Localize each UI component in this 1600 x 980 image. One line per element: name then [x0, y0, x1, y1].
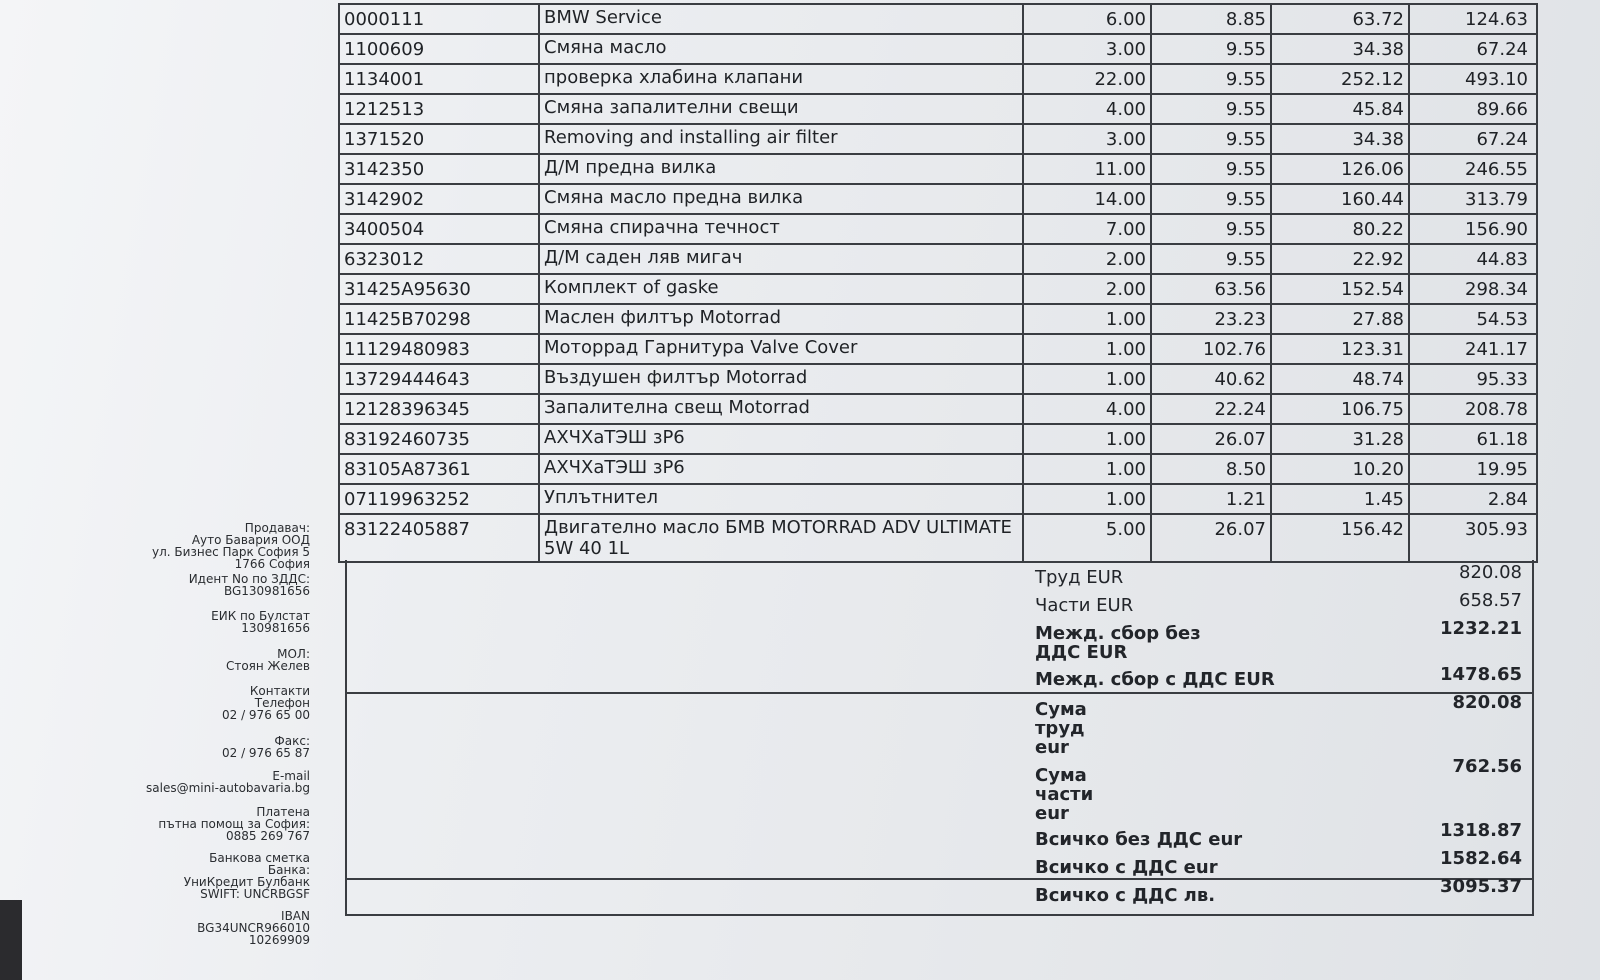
item-gross-amount: 61.18 — [1476, 429, 1528, 450]
item-net-amount: 106.75 — [1272, 395, 1410, 423]
item-net-amount: 10.20 — [1272, 455, 1410, 483]
table-row — [340, 3, 1536, 33]
seller-info — [50, 522, 310, 570]
swift-code: SWIFT: UNCRBGSF — [200, 887, 310, 901]
item-quantity: 4.00 — [1024, 395, 1152, 423]
item-code: 11129480983 — [340, 335, 540, 363]
bank-label: Банкова сметка — [209, 851, 310, 865]
sum-parts-label: Сума части eur — [1035, 765, 1094, 824]
item-gross-amount: 313.79 — [1465, 189, 1528, 210]
item-quantity: 1.00 — [1024, 305, 1152, 333]
bank-name-label: Банка: — [267, 863, 310, 877]
item-quantity: 1.00 — [1024, 485, 1152, 513]
table-row — [340, 213, 1536, 243]
item-code: 11425B70298 — [340, 305, 540, 333]
item-net-amount: 80.22 — [1272, 215, 1410, 243]
item-net-amount: 123.31 — [1272, 335, 1410, 363]
item-code: 1134001 — [340, 65, 540, 93]
item-unit-price: 26.07 — [1152, 425, 1272, 453]
item-quantity: 1.00 — [1024, 425, 1152, 453]
item-gross-amount: 298.34 — [1465, 279, 1528, 300]
table-row — [340, 393, 1536, 423]
item-gross-amount: 44.83 — [1476, 249, 1528, 270]
item-code: 12128396345 — [340, 395, 540, 423]
item-description: Моторрад Гарнитура Valve Cover — [540, 335, 1024, 363]
item-unit-price: 26.07 — [1152, 515, 1272, 561]
item-unit-price: 9.55 — [1152, 95, 1272, 123]
email-block — [50, 770, 310, 794]
item-description: Комплект of gaske — [540, 275, 1024, 303]
item-net-amount: 48.74 — [1272, 365, 1410, 393]
table-row — [340, 303, 1536, 333]
totals-divider-2 — [347, 878, 1532, 880]
item-code: 83105A87361 — [340, 455, 540, 483]
total-net-value: 1318.87 — [1440, 820, 1522, 841]
table-row — [340, 363, 1536, 393]
labor-label: Труд EUR — [1035, 567, 1124, 588]
item-code: 3400504 — [340, 215, 540, 243]
item-quantity: 7.00 — [1024, 215, 1152, 243]
item-description: Въздушен филтър Motorrad — [540, 365, 1024, 393]
eik-label: ЕИК по Булстат — [211, 609, 310, 623]
item-net-amount: 22.92 — [1272, 245, 1410, 273]
table-row — [340, 183, 1536, 213]
labor-value: 820.08 — [1459, 562, 1522, 583]
roadside-phone: 0885 269 767 — [226, 829, 310, 843]
table-row — [340, 273, 1536, 303]
item-description: Смяна спирачна течност — [540, 215, 1024, 243]
item-unit-price: 9.55 — [1152, 65, 1272, 93]
item-net-amount: 34.38 — [1272, 125, 1410, 153]
item-unit-price: 8.50 — [1152, 455, 1272, 483]
item-description: Смяна запалителни свещи — [540, 95, 1024, 123]
fee-gross-value: 1478.65 — [1440, 664, 1522, 685]
item-description: проверка хлабина клапани — [540, 65, 1024, 93]
roadside-label-1: Платена — [256, 805, 310, 819]
item-code: 3142902 — [340, 185, 540, 213]
item-unit-price: 40.62 — [1152, 365, 1272, 393]
fee-net-label: Межд. сбор без ДДС EUR — [1035, 623, 1201, 663]
item-quantity: 6.00 — [1024, 5, 1152, 33]
item-quantity: 22.00 — [1024, 65, 1152, 93]
item-description: Двигателно масло БМВ MOTORRAD ADV ULTIMATE 5W 40 1L — [540, 515, 1024, 561]
item-description: BMW Service — [540, 5, 1024, 33]
item-gross-amount: 54.53 — [1476, 309, 1528, 330]
phone-label: Телефон — [254, 696, 310, 710]
item-unit-price: 9.55 — [1152, 215, 1272, 243]
item-unit-price: 23.23 — [1152, 305, 1272, 333]
item-description: АХЧХаТЭШ зР6 — [540, 425, 1024, 453]
item-gross-amount: 156.90 — [1465, 219, 1528, 240]
contacts-block — [50, 685, 310, 721]
item-quantity: 1.00 — [1024, 455, 1152, 483]
items-table — [338, 3, 1538, 563]
item-description: Запалителна свещ Motorrad — [540, 395, 1024, 423]
sum-labor-value: 820.08 — [1452, 692, 1522, 713]
email-label: E-mail — [272, 769, 310, 783]
item-quantity: 2.00 — [1024, 275, 1152, 303]
item-unit-price: 9.55 — [1152, 245, 1272, 273]
item-net-amount: 27.88 — [1272, 305, 1410, 333]
item-code: 6323012 — [340, 245, 540, 273]
item-gross-amount: 241.17 — [1465, 339, 1528, 360]
item-unit-price: 102.76 — [1152, 335, 1272, 363]
seller-city: 1766 София — [234, 557, 310, 571]
item-quantity: 2.00 — [1024, 245, 1152, 273]
item-gross-amount: 67.24 — [1476, 39, 1528, 60]
item-net-amount: 160.44 — [1272, 185, 1410, 213]
total-bgn-label: Всичко с ДДС лв. — [1035, 885, 1216, 906]
item-quantity: 4.00 — [1024, 95, 1152, 123]
item-gross-amount: 305.93 — [1465, 519, 1528, 540]
item-quantity: 14.00 — [1024, 185, 1152, 213]
item-unit-price: 63.56 — [1152, 275, 1272, 303]
item-description: Смяна масло предна вилка — [540, 185, 1024, 213]
vat-label: Идент No по ЗДДС: — [188, 572, 310, 586]
fee-net-value: 1232.21 — [1440, 618, 1522, 639]
bank-name: УниКредит Булбанк — [183, 875, 310, 889]
seller-label: Продавач: — [244, 521, 310, 535]
item-description: Уплътнител — [540, 485, 1024, 513]
item-gross-amount: 89.66 — [1476, 99, 1528, 120]
item-code: 0000111 — [340, 5, 540, 33]
item-code: 3142350 — [340, 155, 540, 183]
vat-block — [50, 573, 310, 597]
item-code: 1371520 — [340, 125, 540, 153]
item-net-amount: 31.28 — [1272, 425, 1410, 453]
total-gross-label: Всичко с ДДС eur — [1035, 857, 1218, 878]
eik-number: 130981656 — [241, 621, 310, 635]
iban-label: IBAN — [281, 909, 310, 923]
sum-parts-value: 762.56 — [1452, 756, 1522, 777]
fax-number: 02 / 976 65 87 — [221, 746, 310, 760]
item-quantity: 1.00 — [1024, 335, 1152, 363]
vat-number: BG130981656 — [223, 584, 310, 598]
phone-number: 02 / 976 65 00 — [221, 708, 310, 722]
item-description: Д/М саден ляв мигач — [540, 245, 1024, 273]
total-gross-value: 1582.64 — [1440, 848, 1522, 869]
item-net-amount: 45.84 — [1272, 95, 1410, 123]
item-code: 07119963252 — [340, 485, 540, 513]
item-code: 1212513 — [340, 95, 540, 123]
item-unit-price: 9.55 — [1152, 155, 1272, 183]
iban-line-1: BG34UNCR966010 — [197, 921, 310, 935]
item-net-amount: 34.38 — [1272, 35, 1410, 63]
iban-block — [50, 910, 310, 946]
item-gross-amount: 2.84 — [1487, 489, 1528, 510]
item-code: 31425A95630 — [340, 275, 540, 303]
item-unit-price: 1.21 — [1152, 485, 1272, 513]
item-net-amount: 156.42 — [1272, 515, 1410, 561]
table-row — [340, 453, 1536, 483]
roadside-label-2: пътна помощ за София: — [158, 817, 310, 831]
item-net-amount: 63.72 — [1272, 5, 1410, 33]
item-gross-amount: 124.63 — [1465, 9, 1528, 30]
item-gross-amount: 246.55 — [1465, 159, 1528, 180]
background-edge — [0, 900, 22, 980]
table-row — [340, 153, 1536, 183]
totals-divider-1 — [347, 692, 1532, 694]
total-bgn-value: 3095.37 — [1440, 876, 1522, 897]
mol-label: МОЛ: — [277, 647, 310, 661]
table-row — [340, 63, 1536, 93]
item-description: Д/М предна вилка — [540, 155, 1024, 183]
item-description: Маслен филтър Motorrad — [540, 305, 1024, 333]
item-gross-amount: 493.10 — [1465, 69, 1528, 90]
mol-name: Стоян Желев — [225, 659, 310, 673]
table-row — [340, 243, 1536, 273]
item-quantity: 1.00 — [1024, 365, 1152, 393]
item-unit-price: 22.24 — [1152, 395, 1272, 423]
fax-block — [50, 735, 310, 759]
bank-block — [50, 852, 310, 900]
roadside-block — [50, 806, 310, 842]
item-description: Смяна масло — [540, 35, 1024, 63]
seller-street: ул. Бизнес Парк София 5 — [152, 545, 310, 559]
item-gross-amount: 208.78 — [1465, 399, 1528, 420]
item-gross-amount: 95.33 — [1476, 369, 1528, 390]
table-row — [340, 333, 1536, 363]
table-row — [340, 483, 1536, 513]
table-row — [340, 513, 1536, 561]
item-net-amount: 1.45 — [1272, 485, 1410, 513]
sum-labor-label: Сума труд eur — [1035, 699, 1087, 758]
item-unit-price: 9.55 — [1152, 185, 1272, 213]
item-net-amount: 252.12 — [1272, 65, 1410, 93]
item-code: 83192460735 — [340, 425, 540, 453]
item-net-amount: 126.06 — [1272, 155, 1410, 183]
item-description: Removing and installing air filter — [540, 125, 1024, 153]
parts-value: 658.57 — [1459, 590, 1522, 611]
item-description: АХЧХаТЭШ зР6 — [540, 455, 1024, 483]
item-net-amount: 152.54 — [1272, 275, 1410, 303]
item-quantity: 3.00 — [1024, 35, 1152, 63]
table-row — [340, 33, 1536, 63]
iban-line-2: 10269909 — [248, 933, 310, 947]
item-code: 83122405887 — [340, 515, 540, 561]
parts-label: Части EUR — [1035, 595, 1134, 616]
table-row — [340, 123, 1536, 153]
item-unit-price: 8.85 — [1152, 5, 1272, 33]
item-code: 1100609 — [340, 35, 540, 63]
item-unit-price: 9.55 — [1152, 125, 1272, 153]
item-quantity: 11.00 — [1024, 155, 1152, 183]
fee-gross-label: Межд. сбор с ДДС EUR — [1035, 669, 1275, 690]
table-row — [340, 423, 1536, 453]
seller-company: Ауто Бавария ООД — [191, 533, 310, 547]
item-quantity: 5.00 — [1024, 515, 1152, 561]
contacts-label: Контакти — [249, 684, 310, 698]
item-gross-amount: 19.95 — [1476, 459, 1528, 480]
totals-section — [345, 560, 1534, 916]
item-quantity: 3.00 — [1024, 125, 1152, 153]
item-unit-price: 9.55 — [1152, 35, 1272, 63]
item-code: 13729444643 — [340, 365, 540, 393]
eik-block — [50, 610, 310, 634]
item-gross-amount: 67.24 — [1476, 129, 1528, 150]
mol-block — [50, 648, 310, 672]
email-address: sales@mini-autobavaria.bg — [146, 781, 310, 795]
total-net-label: Всичко без ДДС eur — [1035, 829, 1243, 850]
table-row — [340, 93, 1536, 123]
fax-label: Факс: — [274, 734, 310, 748]
